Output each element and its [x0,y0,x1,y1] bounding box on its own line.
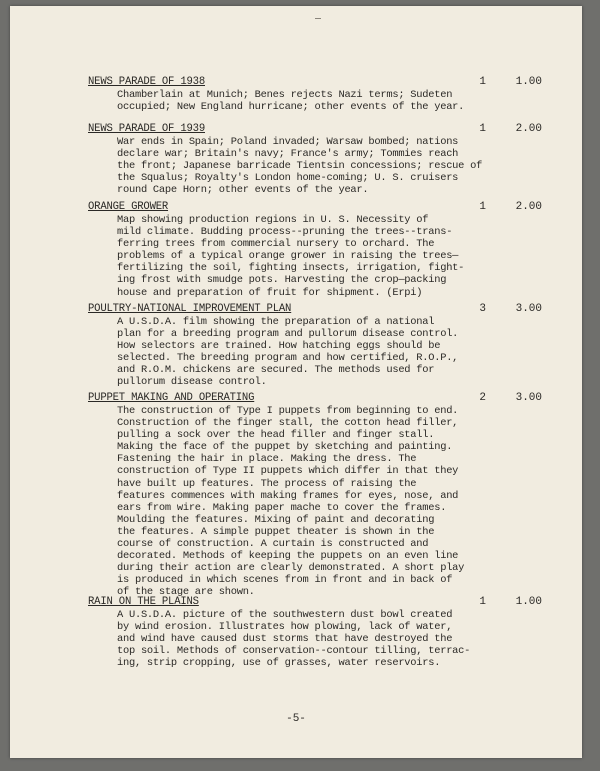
entry-price: 3.00 [515,392,542,404]
entry-description: Chamberlain at Munich; Benes rejects Nazi terms; Sudeten occupied; New England hurricane; other events of the year. [117,89,465,114]
entry-description: War ends in Spain; Poland invaded; Warsaw bombed; nations declare war; Britain's navy; France's army; Tommies reach the front; Japanese barricade Tientsin concessions; rescue of the Squalus; Royalty's London home-coming; U. S. cruisers round Cape Horn; other events of the year. [117,136,483,197]
page-mark [315,18,321,19]
document-page [10,6,582,758]
entry-title: NEWS PARADE OF 1938 [88,76,205,88]
entry-quantity: 1 [479,76,486,88]
film-entry [88,303,558,389]
entry-quantity: 1 [479,123,486,135]
entry-price: 2.00 [515,123,542,135]
film-entry [88,201,558,299]
film-entry [88,123,558,196]
entry-price: 1.00 [515,76,542,88]
entry-price: 2.00 [515,201,542,213]
entry-description: A U.S.D.A. picture of the southwestern dust bowl created by wind erosion. Illustrates how plowing, lack of water, and wind have caused dust storms that have destroyed the top soil. Methods of conservation--contour tilling, terrac- ing, strip cropping, use of grasses, water reservoirs. [117,609,471,670]
entry-title: RAIN ON THE PLAINS [88,596,199,608]
film-entry [88,76,558,113]
entry-quantity: 1 [479,201,486,213]
entry-title: ORANGE GROWER [88,201,169,213]
entry-title: POULTRY-NATIONAL IMPROVEMENT PLAN [88,303,292,315]
entry-quantity: 3 [479,303,486,315]
entry-price: 1.00 [515,596,542,608]
entry-quantity: 1 [479,596,486,608]
film-entry [88,596,558,669]
entry-description: A U.S.D.A. film showing the preparation of a national plan for a breeding program and pullorum disease control. How selectors are trained. How hatching eggs should be selected. The breeding program and how certified, R.O.P., and R.O.M. chickens are secured. The methods used for pullorum disease control. [117,316,459,389]
entry-description: Map showing production regions in U. S. Necessity of mild climate. Budding process--pruning the trees--trans- ferring trees from commercial nursery to orchard. The problems of a typical orange grower in raising the trees— fertilizing the soil, fighting insects, irrigation, fight- ing frost with smudge pots. Harvesting the crop—packing house and preparation of fruit for shipment. (Erpi) [117,214,465,299]
entry-description: The construction of Type I puppets from beginning to end. Construction of the finger stall, the cotton head filler, pulling a sock over the head filler and finger stall. Making the face of the puppet by sketching and painting. Fastening the hair in place. Making the dress. The construction of Type II puppets which differ in that they have built up features. The process of raising the features commences with making frames for eyes, nose, and ears from wire. Making paper mache to cover the frames. Moulding the features. Mixing of paint and decorating the features. A simple puppet theater is shown in the course of construction. A curtain is constructed and decorated. Methods of keeping the puppets on an even line during their action are clearly demonstrated. A short play is produced in which scenes from in front and in back of of the stage are shown. [117,405,465,599]
page-number: -5- [286,713,306,725]
entry-price: 3.00 [515,303,542,315]
entry-title: PUPPET MAKING AND OPERATING [88,392,255,404]
entry-title: NEWS PARADE OF 1939 [88,123,205,135]
entry-quantity: 2 [479,392,486,404]
film-entry [88,392,558,599]
